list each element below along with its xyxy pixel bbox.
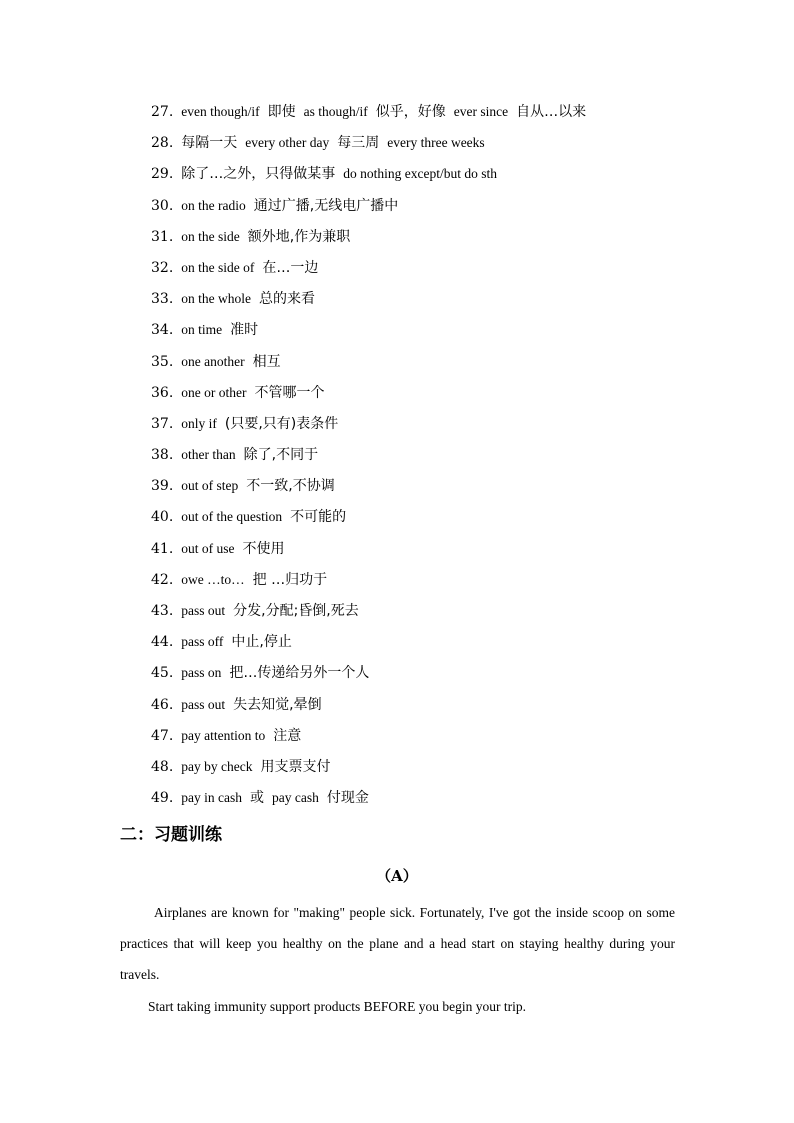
list-item [151,753,586,784]
passage-paragraph-1: Airplanes are known for "making" people sick. Fortunately, I've got the inside scoop on some practices that will keep you healthy on the plane and a head start on staying healthy during your travels. [120,905,675,983]
phrase-english: on time [181,322,223,338]
phrase-chinese: 额外地,作为兼职 [247,228,351,245]
phrase-chinese: (只要,只有)表条件 [224,415,339,432]
phrase-chinese: 准时 [230,322,259,339]
phrase-english: pass out [181,603,226,618]
list-item [151,472,586,503]
phrase-chinese: 或 [250,790,264,807]
item-number: 47. [151,727,174,744]
phrase-english: one another [181,353,245,369]
phrase-english: other than [181,447,236,463]
item-number: 41. [151,540,174,557]
phrase-chinese: 用支票支付 [260,758,331,775]
phrase-english: even though/if [181,104,260,119]
list-item [151,160,586,191]
item-number: 48. [151,758,174,775]
list-item [151,316,586,347]
item-number: 42. [151,571,174,588]
phrase-chinese: 相互 [252,353,281,370]
phrase-english: only if [181,415,217,431]
item-number: 44. [151,634,174,651]
phrase-english: pay attention to [181,727,266,743]
phrase-english: do nothing except/but do sth [343,166,497,182]
phrase-list [151,98,586,815]
phrase-chinese: 分发,分配;昏倒,死去 [233,603,359,619]
list-item [151,503,586,534]
phrase-chinese: 每隔一天 [181,135,238,152]
phrase-chinese: 把 …归功于 [252,571,328,588]
list-item [151,98,586,129]
phrase-english: on the radio [181,197,246,213]
phrase-english: one or other [181,384,247,400]
phrase-english: on the whole [181,291,252,307]
item-number: 28. [151,135,174,152]
phrase-english: pass out [181,696,226,712]
phrase-chinese: 自从…以来 [516,104,587,120]
section-heading: 二：习题训练 [120,825,222,845]
item-number: 34. [151,322,174,339]
phrase-english: pass on [181,665,222,681]
list-item [151,192,586,223]
phrase-chinese: 总的来看 [259,291,316,308]
phrase-chinese: 失去知觉,晕倒 [233,696,322,713]
list-item [151,441,586,472]
list-item [151,566,586,597]
phrase-english: ever since [453,104,509,119]
phrase-english: pass off [181,634,224,650]
phrase-chinese: 似乎，好像 [375,104,446,120]
phrase-chinese: 除了…之外，只得做某事 [181,166,336,183]
phrase-english: every other day [245,135,330,151]
list-item [151,254,586,285]
phrase-chinese: 付现金 [326,790,369,807]
phrase-english: on the side [181,228,240,244]
phrase-english: out of use [181,540,235,556]
phrase-chinese: 即使 [267,104,296,120]
list-item [151,597,586,628]
item-number: 35. [151,353,174,370]
phrase-english: out of the question [181,509,283,525]
item-number: 49. [151,790,174,807]
item-number: 33. [151,291,174,308]
phrase-english: out of step [181,478,239,494]
list-item [151,129,586,160]
list-item [151,659,586,690]
passage-label: （A） [376,867,418,885]
list-item [151,628,586,659]
phrase-english: on the side of [181,259,255,275]
list-item [151,348,586,379]
item-number: 31. [151,228,174,245]
item-number: 40. [151,509,174,526]
phrase-chinese: 注意 [273,727,302,744]
item-number: 45. [151,665,174,682]
item-number: 27. [151,104,174,120]
phrase-chinese: 通过广播,无线电广播中 [253,197,399,214]
list-item [151,285,586,316]
list-item [151,535,586,566]
phrase-chinese: 把…传递给另外一个人 [229,665,370,682]
phrase-english: every three weeks [387,135,485,151]
passage-paragraph-2: Start taking immunity support products BEFORE you begin your trip. [148,999,526,1014]
item-number: 37. [151,415,174,432]
phrase-chinese: 不可能的 [290,509,347,526]
item-number: 38. [151,447,174,464]
phrase-english: owe …to… [181,571,245,587]
item-number: 39. [151,478,174,495]
phrase-chinese: 不使用 [242,540,285,557]
phrase-chinese: 在…一边 [262,259,319,276]
list-item [151,784,586,815]
item-number: 43. [151,603,174,619]
item-number: 32. [151,259,174,276]
phrase-chinese: 不一致,不协调 [246,478,335,495]
list-item [151,223,586,254]
phrase-english: pay cash [272,790,319,806]
list-item [151,691,586,722]
item-number: 46. [151,696,174,713]
phrase-chinese: 不管哪一个 [254,384,325,401]
list-item [151,722,586,753]
phrase-chinese: 中止,停止 [231,634,292,651]
item-number: 29. [151,166,174,183]
item-number: 36. [151,384,174,401]
item-number: 30. [151,197,174,214]
phrase-english: as though/if [303,104,368,119]
list-item [151,379,586,410]
phrase-chinese: 除了,不同于 [243,447,319,464]
phrase-english: pay by check [181,758,253,774]
phrase-chinese: 每三周 [337,135,380,152]
phrase-english: pay in cash [181,790,242,806]
list-item [151,410,586,441]
